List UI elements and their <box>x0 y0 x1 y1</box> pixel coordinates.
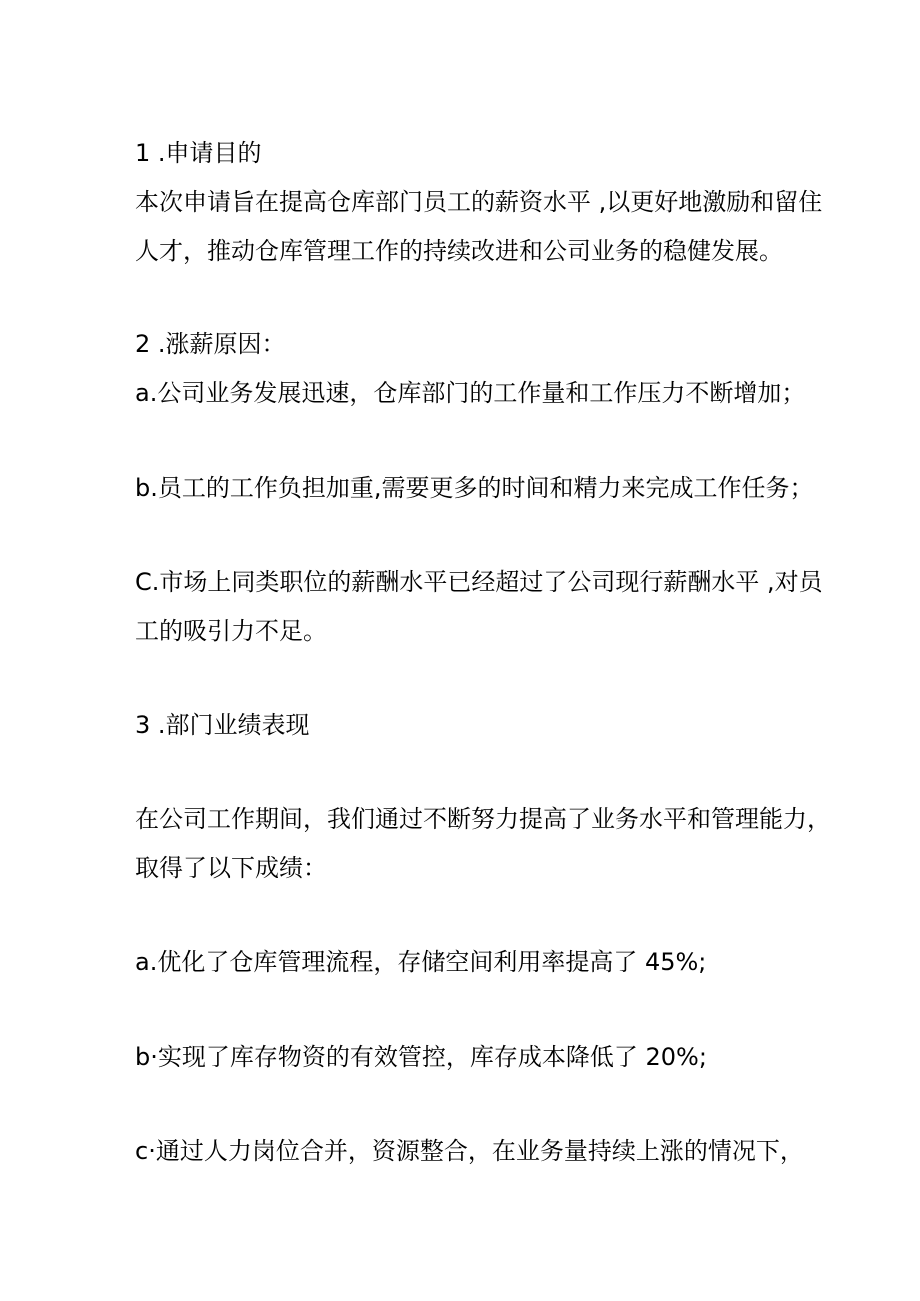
section-1-heading: 1 .申请目的 <box>135 139 262 167</box>
list-item: b·实现了库存物资的有效管控，库存成本降低了 20%; <box>135 1043 707 1071</box>
section-3-heading: 3 .部门业绩表现 <box>135 711 310 739</box>
paragraph-line: 在公司工作期间，我们通过不断努力提高了业务水平和管理能力， <box>135 805 831 833</box>
list-item-continuation: 工的吸引力不足。 <box>135 617 327 645</box>
list-item: a.公司业务发展迅速，仓库部门的工作量和工作压力不断增加； <box>135 379 806 407</box>
paragraph-line: 人才，推动仓库管理工作的持续改进和公司业务的稳健发展。 <box>135 237 783 265</box>
list-item: b.员工的工作负担加重,需要更多的时间和精力来完成工作任务； <box>135 474 814 502</box>
list-item: C.市场上同类职位的薪酬水平已经超过了公司现行薪酬水平 ,对员 <box>135 568 823 596</box>
paragraph-line: 取得了以下成绩： <box>135 854 327 882</box>
list-item: a.优化了仓库管理流程，存储空间利用率提高了 45%; <box>135 948 707 976</box>
section-2-heading: 2 .涨薪原因： <box>135 330 286 358</box>
paragraph-line: 本次申请旨在提高仓库部门员工的薪资水平 ,以更好地激励和留住 <box>135 188 823 216</box>
list-item: c·通过人力岗位合并，资源整合，在业务量持续上涨的情况下， <box>135 1137 804 1165</box>
